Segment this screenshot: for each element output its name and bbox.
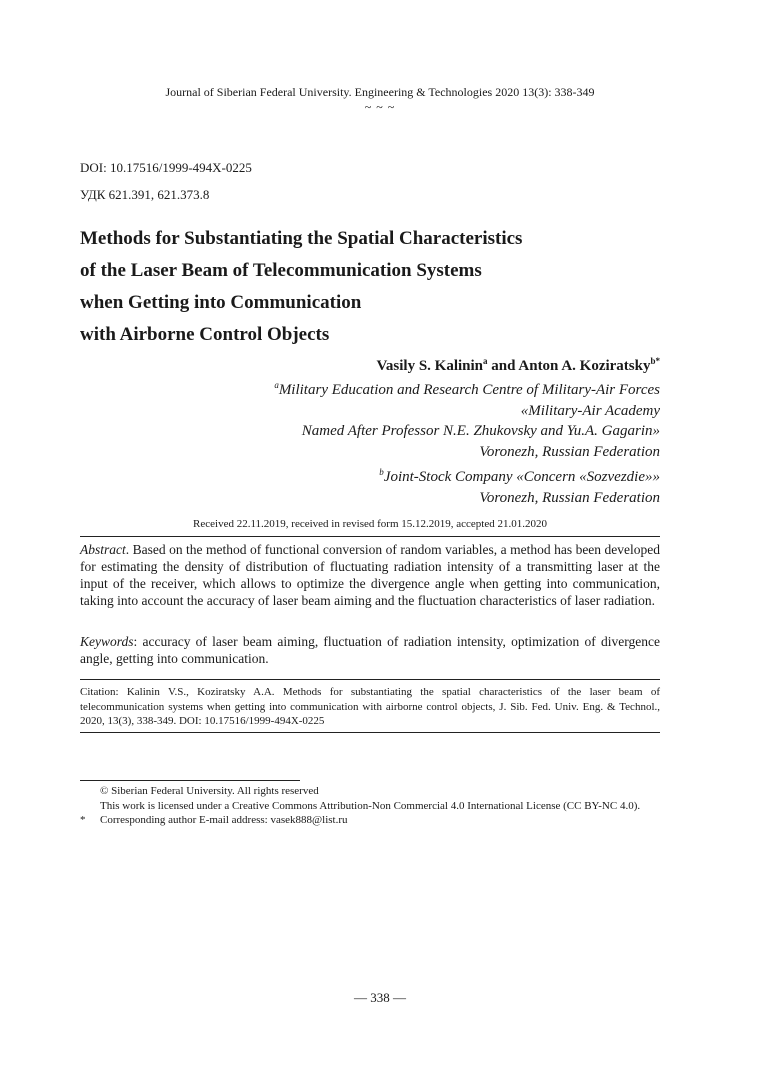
corresponding-mark: * <box>655 356 660 366</box>
affiliation-mark: a <box>483 356 488 366</box>
doi: DOI: 10.17516/1999-494X-0225 <box>80 160 252 175</box>
udk: УДК 621.391, 621.373.8 <box>80 187 210 202</box>
keywords-label: Keywords <box>80 634 134 649</box>
abstract-separator: . <box>125 542 133 557</box>
affiliation-text: Military Education and Research Centre of Military-Air Forces <box>278 382 660 398</box>
abstract <box>80 541 660 609</box>
affiliation-line <box>274 375 660 401</box>
author-name: Anton A. Koziratsky <box>518 358 651 374</box>
affiliation-mark-letter: b <box>650 356 656 366</box>
article-title <box>80 223 680 351</box>
citation: Citation: Kalinin V.S., Koziratsky A.A. Methods for substantiating the spatial characteristics of the laser beam of telecommunication systems when getting into communication with airborne control objects, J. Sib. Fed. Univ. Eng. & Technol., 2020, 13(3), 338-349. DOI: 10.17516/1999-494X-0225 <box>80 686 660 727</box>
title-line: when Getting into Communication <box>80 292 362 313</box>
keywords-separator: : <box>133 634 143 649</box>
license-notice: This work is licensed under a Creative Commons Attribution-Non Commercial 4.0 International License (CC BY-NC 4.0). <box>100 800 641 812</box>
affiliation-mark: b <box>379 467 384 477</box>
keywords <box>80 633 660 667</box>
affiliation-line <box>274 462 660 488</box>
affiliation-mark: a <box>274 380 279 390</box>
page-number: — 338 — <box>354 990 406 1005</box>
affiliation-line: Voronezh, Russian Federation <box>479 443 660 460</box>
divider <box>80 732 660 733</box>
journal-header: Journal of Siberian Federal University. Engineering & Technologies 2020 13(3): 338-349 <box>165 85 595 99</box>
affiliation-mark <box>650 356 660 366</box>
divider <box>80 536 660 537</box>
author-name: Vasily S. Kalinin <box>376 358 484 374</box>
copyright-notice: © Siberian Federal University. All rights reserved <box>100 785 319 797</box>
affiliation-line: Voronezh, Russian Federation <box>479 489 660 506</box>
affiliation-line: Named After Professor N.E. Zhukovsky and Yu.A. Gagarin» <box>301 423 660 439</box>
title-line: Methods for Substantiating the Spatial Characteristics <box>80 228 523 249</box>
title-line: of the Laser Beam of Telecommunication Systems <box>80 260 482 281</box>
affiliations <box>274 375 660 508</box>
keywords-text: accuracy of laser beam aiming, fluctuation of radiation intensity, optimization of divergence angle, getting into communication. <box>80 634 660 666</box>
author-conjunction: and <box>487 358 519 374</box>
corresponding-author: Corresponding author E-mail address: vasek888@list.ru <box>100 814 348 826</box>
received-dates: Received 22.11.2019, received in revised form 15.12.2019, accepted 21.01.2020 <box>193 518 547 530</box>
abstract-label: Abstract <box>80 542 126 557</box>
affiliation-text: Joint-Stock Company «Concern «Sozvezdie»» <box>383 469 660 485</box>
title-line: with Airborne Control Objects <box>80 324 330 345</box>
authors <box>376 356 660 375</box>
footnote-rule <box>80 780 300 781</box>
divider <box>80 679 660 680</box>
header-ornament: ~ ~ ~ <box>364 100 396 114</box>
footnote-star: * <box>80 814 86 826</box>
affiliation-line: «Military-Air Academy <box>520 402 660 419</box>
abstract-text: Based on the method of functional conversion of random variables, a method has been developed for estimating the density of distribution of fluctuating radiation intensity of a transmitting laser at the input of the receiver, which allows to optimize the divergence angle when getting into communication, taking into account the accuracy of laser beam aiming and the fluctuation characteristics of laser radiation. <box>80 542 661 608</box>
